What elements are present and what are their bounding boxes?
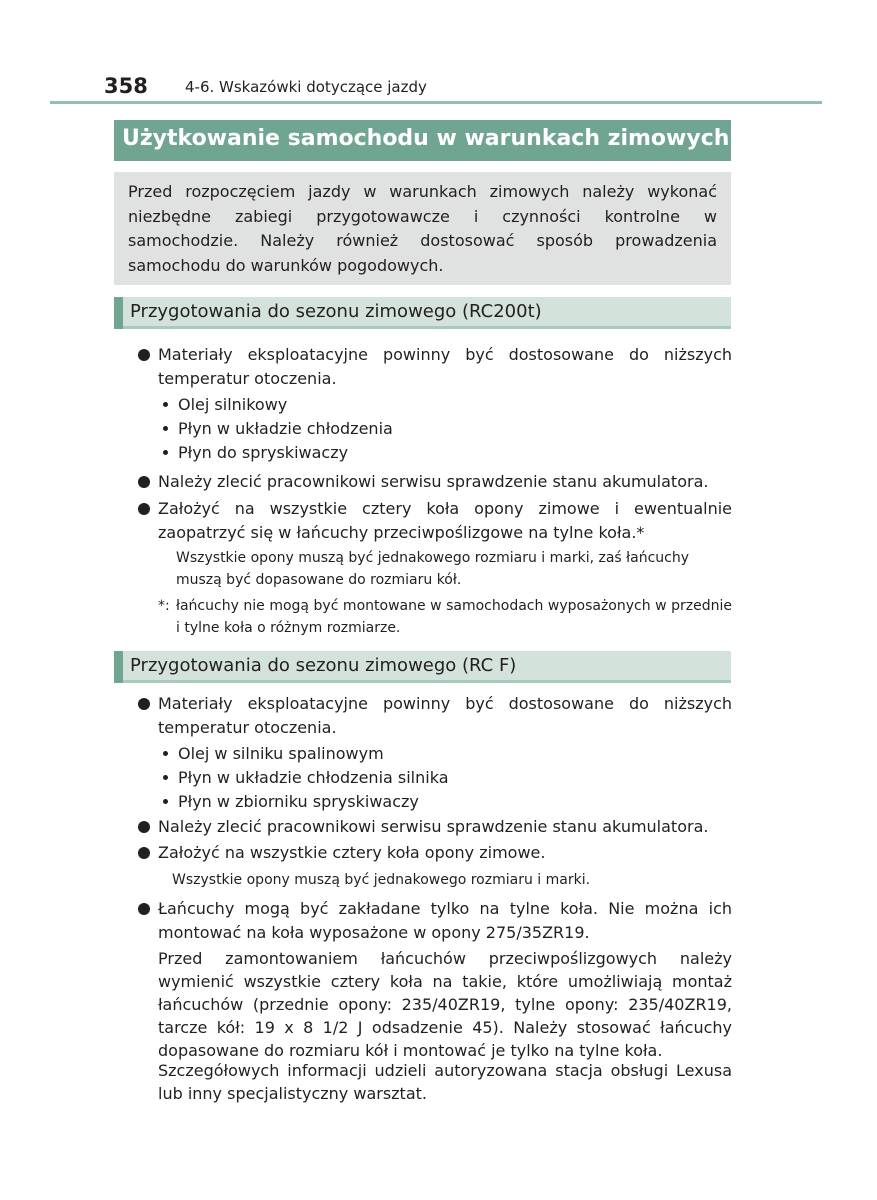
bullet-icon (138, 821, 150, 833)
paragraph: Przed zamontowaniem łańcuchów przeciwpoślizgowych należy wymienić wszystkie cztery koła na takie, które umożliwiają montaż łańcuchów (przednie opony: 235/40ZR19, tylne opony: 235/40ZR19, tarcze kół: 19 x 8 1/2 J odsadzenie 45). Należy stosować łańcuchy dopasowane do rozmiaru kół i montować je tylko na tylne koła. (158, 949, 732, 1060)
sub-list-item (163, 441, 348, 465)
list-item-text: Materiały eksploatacyjne powinny być dostosowane do niższych temperatur otoczenia. (158, 345, 732, 388)
sub-list-item-text: Olej w silniku spalinowym (178, 744, 384, 763)
sub-list-item (163, 790, 419, 814)
page-title: Użytkowanie samochodu w warunkach zimowych (122, 126, 730, 151)
small-bullet-icon (163, 426, 168, 431)
note-text: Wszystkie opony muszą być jednakowego rozmiaru i marki, zaś łańcuchy muszą być dopasowane do rozmiaru kół. (176, 550, 690, 588)
bullet-icon (138, 847, 150, 859)
small-bullet-icon (163, 402, 168, 407)
sub-list-item-text: Płyn do spryskiwaczy (178, 443, 349, 462)
bullet-icon (138, 349, 150, 361)
small-bullet-icon (163, 751, 168, 756)
note-text: Wszystkie opony muszą być jednakowego rozmiaru i marki. (172, 872, 591, 888)
bullet-icon (138, 903, 150, 915)
bullet-icon (138, 698, 150, 710)
list-item-text: Założyć na wszystkie cztery koła opony zimowe i ewentualnie zaopatrzyć się w łańcuchy przeciwpoślizgowe na tylne koła.* (158, 499, 732, 542)
small-bullet-icon (163, 799, 168, 804)
small-bullet-icon (163, 450, 168, 455)
footnote-mark: *: (158, 598, 170, 614)
bullet-icon (138, 476, 150, 488)
list-item-text: Materiały eksploatacyjne powinny być dostosowane do niższych temperatur otoczenia. (158, 694, 732, 737)
sub-list-item-text: Płyn w układzie chłodzenia silnika (178, 768, 449, 787)
intro-text: Przed rozpoczęciem jazdy w warunkach zimowych należy wykonać niezbędne zabiegi przygotowawcze i czynności kontrolne w samochodzie. Należy również dostosować sposób prowadzenia samochodu do warunków pogodowych. (128, 182, 717, 275)
page-title-bar (114, 120, 731, 161)
paragraph: Szczegółowych informacji udzieli autoryzowana stacja obsługi Lexusa lub inny specjalistyczny warsztat. (158, 1061, 732, 1103)
intro-box (114, 172, 731, 285)
header-divider (50, 101, 822, 104)
sub-list-item-text: Płyn w układzie chłodzenia (178, 419, 393, 438)
section-heading-rc200t (114, 297, 731, 329)
sub-list-item (163, 417, 393, 441)
list-item-text: Należy zlecić pracownikowi serwisu sprawdzenie stanu akumulatora. (158, 472, 709, 491)
sub-list-item-text: Płyn w zbiorniku spryskiwaczy (178, 792, 419, 811)
list-item-text: Założyć na wszystkie cztery koła opony zimowe. (158, 843, 546, 862)
bullet-icon (138, 503, 150, 515)
sub-list-item-text: Olej silnikowy (178, 395, 288, 414)
list-item-text: Łańcuchy mogą być zakładane tylko na tylne koła. Nie można ich montować na koła wyposażone w opony 275/35ZR19. (158, 899, 732, 942)
section-heading-text: Przygotowania do sezonu zimowego (RC F) (130, 655, 517, 676)
sub-list-item (163, 766, 449, 790)
list-item-text: Należy zlecić pracownikowi serwisu sprawdzenie stanu akumulatora. (158, 817, 709, 836)
footnote-text: łańcuchy nie mogą być montowane w samochodach wyposażonych w przednie i tylne koła o różnym rozmiarze. (176, 598, 732, 636)
small-bullet-icon (163, 775, 168, 780)
sub-list-item (163, 393, 287, 417)
sub-list-item (163, 742, 384, 766)
section-header: 4-6. Wskazówki dotyczące jazdy (185, 78, 427, 96)
page-number: 358 (104, 74, 148, 98)
section-heading-text: Przygotowania do sezonu zimowego (RC200t) (130, 301, 542, 322)
section-heading-rcf (114, 651, 731, 683)
